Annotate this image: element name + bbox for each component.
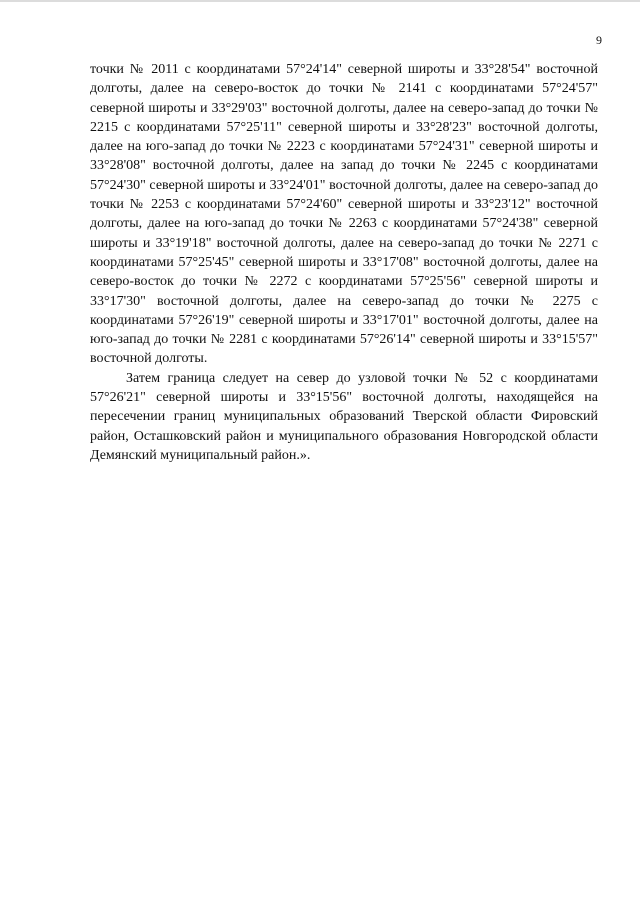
page-number: 9	[596, 33, 602, 47]
paragraph-boundary-conclusion: Затем граница следует на север до узловой точки № 52 с координатами 57°26'21" северной широты и 33°15'56" восточной долготы, находящейся на пересечении границ муниципальных образований Тверской области Фировский район, Осташковский район и муниципального образования Новгородской области Демянский муниципальный район.».	[90, 370, 598, 463]
document-body	[90, 60, 598, 465]
paragraph-coordinates: точки № 2011 с координатами 57°24'14" северной широты и 33°28'54" восточной долготы, далее на северо-восток до точки № 2141 с координатами 57°24'57" северной широты и 33°29'03" восточной долготы, далее на северо-запад до точки № 2215 с координатами 57°25'11" северной широты и 33°28'23" восточной долготы, далее на юго-запад до точки № 2223 с координатами 57°24'31" северной широты и 33°28'08" восточной долготы, далее на запад до точки № 2245 с координатами 57°24'30" северной широты и 33°24'01" восточной долготы, далее на северо-запад до точки № 2253 с координатами 57°24'60" северной широты и 33°23'12" восточной долготы, далее на юго-запад до точки № 2263 с координатами 57°24'38" северной широты и 33°19'18" восточной долготы, далее на северо-запад до точки № 2271 с координатами 57°25'45" северной широты и 33°17'08" восточной долготы, далее на северо-восток до точки № 2272 с координатами 57°25'56" северной широты и 33°17'30" восточной долготы, далее на северо-запад до точки № 2275 с координатами 57°26'19" северной широты и 33°17'01" восточной долготы, далее на юго-запад до точки № 2281 с координатами 57°26'14" северной широты и 33°15'57" восточной долготы.	[90, 62, 598, 367]
page-top-edge	[0, 0, 640, 2]
